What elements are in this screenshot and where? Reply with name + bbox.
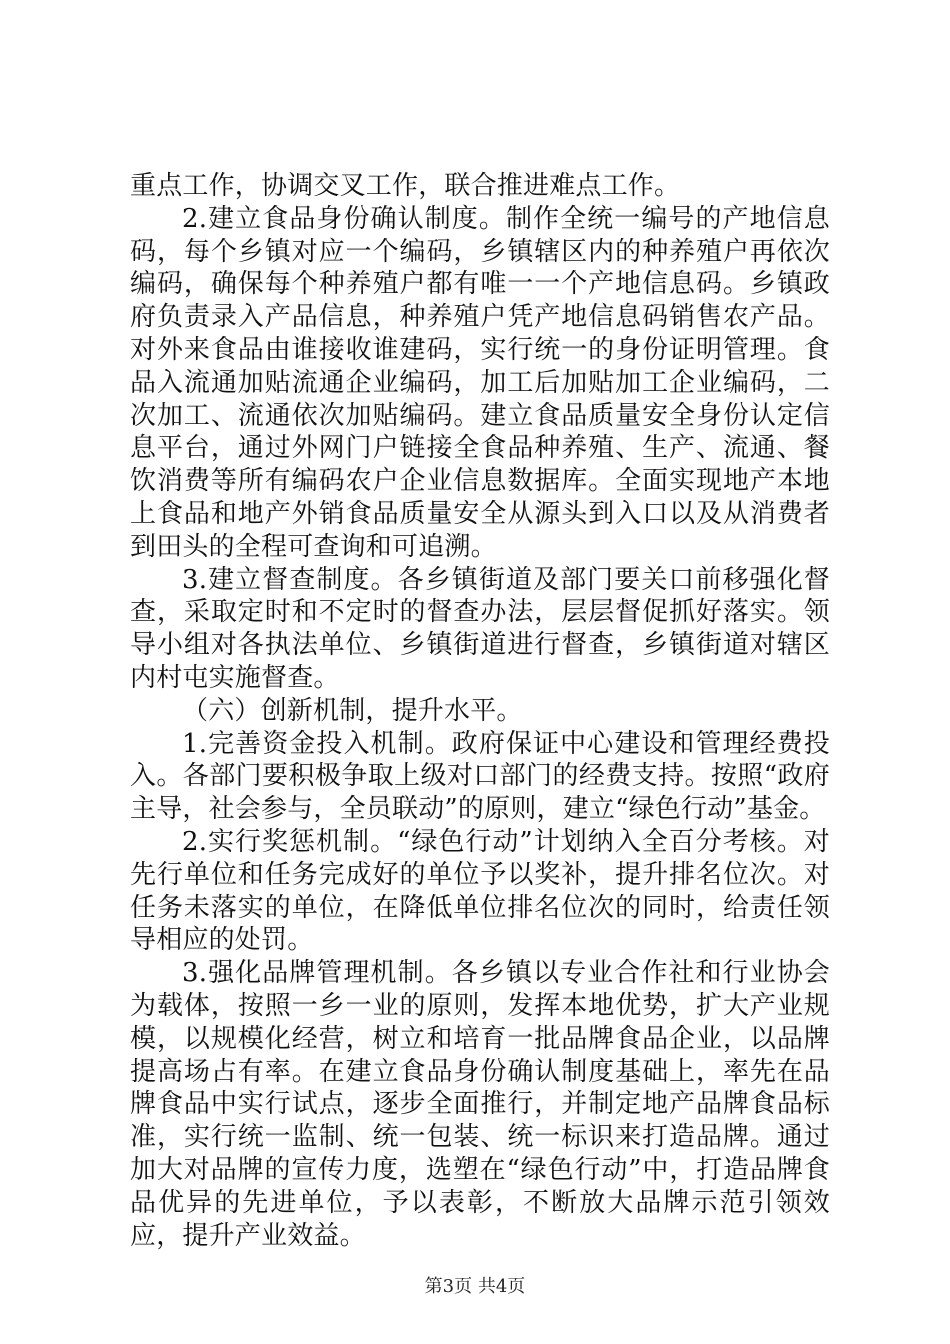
- page-number-footer: 第3页 共4页: [424, 1276, 526, 1297]
- paragraph-reward-mechanism: 2.实行奖惩机制。“绿色行动”计划纳入全百分考核。对先行单位和任务完成好的单位予以奖补，提升排名位次。对任务未落实的单位，在降低单位排名位次的同时，给责任领导相应的处罚。: [130, 826, 830, 956]
- document-body: [130, 170, 830, 1252]
- paragraph-funding-mechanism: 1.完善资金投入机制。政府保证中心建设和管理经费投入。各部门要积极争取上级对口部门的经费支持。按照“政府主导，社会参与，全员联动”的原则，建立“绿色行动”基金。: [130, 728, 830, 825]
- paragraph-food-identity-system: 2.建立食品身份确认制度。制作全统一编号的产地信息码，每个乡镇对应一个编码，乡镇辖区内的种养殖户再依次编码，确保每个种养殖户都有唯一一个产地信息码。乡镇政府负责录入产品信息，种养殖户凭产地信息码销售农产品。对外来食品由谁接收谁建码，实行统一的身份证明管理。食品入流通加贴流通企业编码，加工后加贴加工企业编码，二次加工、流通依次加贴编码。建立食品质量安全身份认定信息平台，通过外网门户链接全食品种养殖、生产、流通、餐饮消费等所有编码农户企业信息数据库。全面实现地产本地上食品和地产外销食品质量安全从源头到入口以及从消费者到田头的全程可查询和可追溯。: [130, 203, 830, 562]
- section-heading: （六）创新机制，提升水平。: [182, 695, 523, 726]
- paragraph-supervision-system: 3.建立督查制度。各乡镇街道及部门要关口前移强化督查，采取定时和不定时的督查办法，层层督促抓好落实。领导小组对各执法单位、乡镇街道进行督查，乡镇街道对辖区内村屯实施督查。: [130, 564, 830, 693]
- paragraph-brand-mechanism: 3.强化品牌管理机制。各乡镇以专业合作社和行业协会为载体，按照一乡一业的原则，发挥本地优势，扩大产业规模，以规模化经营，树立和培育一批品牌食品企业，以品牌提高场占有率。在建立食品身份确认制度基础上，率先在品牌食品中实行试点，逐步全面推行，并制定地产品牌食品标准，实行统一监制、统一包装、统一标识来打造品牌。通过加大对品牌的宣传力度，选塑在“绿色行动”中，打造品牌食品优异的先进单位，予以表彰，不断放大品牌示范引领效应，提升产业效益。: [130, 958, 830, 1251]
- paragraph-continuation: 重点工作，协调交叉工作，联合推进难点工作。: [130, 171, 681, 201]
